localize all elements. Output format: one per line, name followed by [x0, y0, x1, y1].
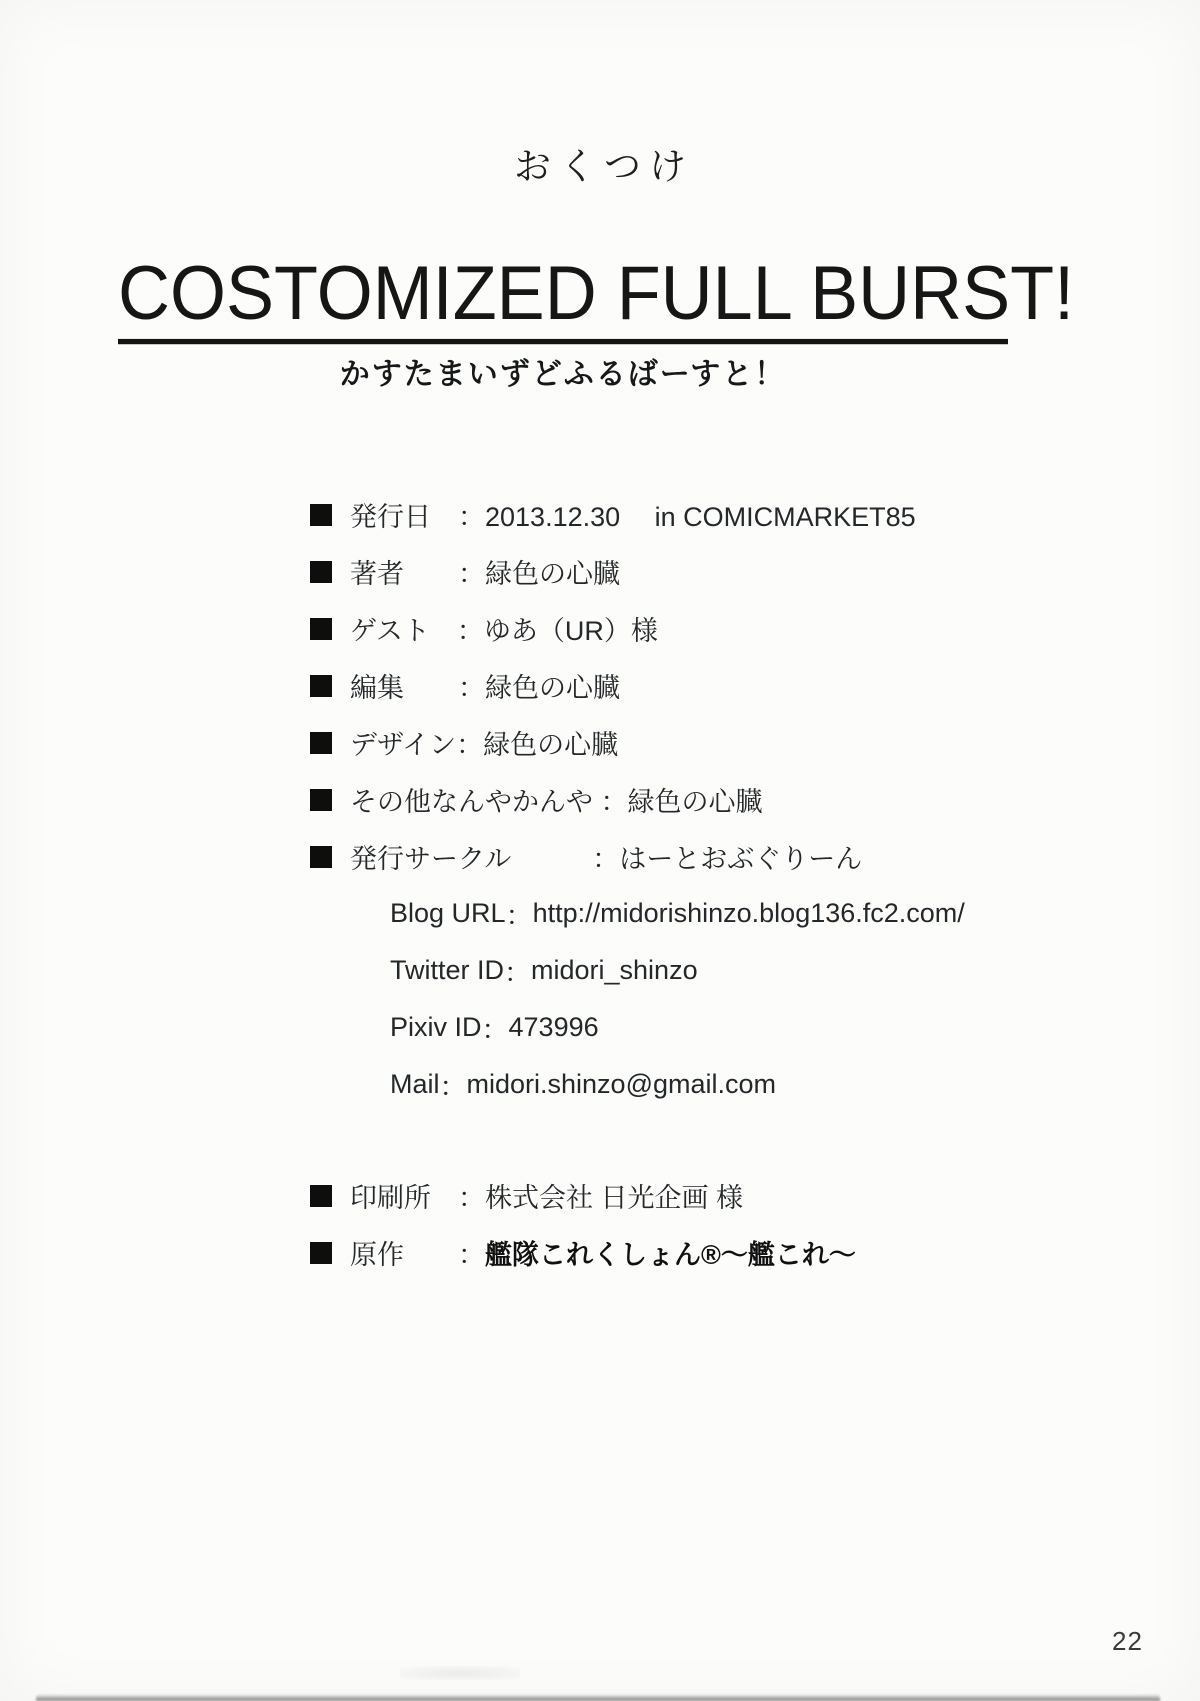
row-value: midori_shinzo [531, 955, 698, 985]
row-colon: ： [456, 616, 484, 646]
row-label: Blog URL [390, 898, 506, 928]
book-subtitle: かすたまいずどふるばーすと！ [339, 358, 787, 392]
colophon-row [310, 1224, 965, 1281]
colophon-list [310, 486, 965, 1281]
colophon-row [310, 543, 965, 600]
row-label: Mail [390, 1069, 440, 1099]
row-colon: ： [458, 559, 485, 589]
colophon-row [310, 828, 965, 885]
title-block [118, 250, 1075, 393]
colophon-contact-row [390, 942, 965, 999]
row-value: 株式会社 日光企画 様 [485, 1183, 744, 1213]
colophon-row [310, 771, 965, 828]
row-label: その他なんやかんや [350, 787, 601, 817]
row-value: はーとおぶぐりーん [619, 844, 863, 874]
square-bullet-icon [310, 846, 332, 868]
square-bullet-icon [310, 504, 332, 526]
row-value: 艦隊これくしょん®～艦これ～ [485, 1240, 856, 1270]
row-label: Pixiv ID [390, 1012, 482, 1042]
row-colon: ： [439, 1072, 467, 1102]
square-bullet-icon [310, 1185, 332, 1207]
scan-smudge [400, 1666, 520, 1680]
colophon-footer [310, 1167, 965, 1281]
row-colon: ： [600, 787, 628, 817]
row-colon: ： [504, 958, 532, 988]
row-value: 緑色の心臓 [483, 730, 619, 760]
row-value: 2013.12.30 in COMICMARKET85 [485, 502, 916, 532]
row-colon: ： [481, 1015, 509, 1045]
colophon-row [310, 486, 965, 543]
square-bullet-icon [310, 675, 332, 697]
row-value: 緑色の心臓 [485, 673, 620, 703]
page-number: 22 [1112, 1626, 1143, 1656]
square-bullet-icon [310, 561, 332, 583]
row-label: 著者 [350, 559, 458, 589]
colophon-contact-row [390, 1056, 965, 1113]
row-value: 473996 [508, 1012, 599, 1042]
row-colon: ： [458, 673, 485, 703]
colophon-contact [310, 885, 965, 1113]
book-title: COSTOMIZED FULL BURST! [118, 252, 1008, 344]
colophon-row [310, 714, 965, 771]
row-colon: ： [458, 502, 485, 532]
row-label: 発行日 [350, 502, 458, 532]
page-header: おくつけ [514, 146, 694, 187]
colophon-entries [310, 486, 965, 885]
colophon-row [310, 657, 965, 714]
row-value: 緑色の心臓 [627, 787, 763, 817]
row-value: midori.shinzo@gmail.com [466, 1069, 777, 1099]
square-bullet-icon [310, 789, 332, 811]
row-label: 印刷所 [350, 1183, 458, 1213]
colophon-contact-row [390, 885, 965, 942]
row-label: 編集 [350, 673, 458, 703]
row-label: デザイン [350, 730, 457, 760]
row-colon: ： [456, 730, 484, 760]
colophon-row [310, 600, 965, 657]
colophon-contact-row [390, 999, 965, 1056]
square-bullet-icon [310, 618, 332, 640]
row-label: Twitter ID [390, 955, 505, 985]
row-colon: ： [458, 1183, 485, 1213]
row-value: ゆあ（UR）様 [483, 616, 658, 646]
row-label: ゲスト [350, 616, 457, 646]
colophon-row [310, 1167, 965, 1224]
row-label: 発行サークル [350, 844, 593, 874]
square-bullet-icon [310, 1242, 332, 1264]
square-bullet-icon [310, 732, 332, 754]
row-colon: ： [458, 1240, 485, 1270]
scan-edge-shadow [36, 1694, 1160, 1701]
row-colon: ： [592, 844, 620, 874]
row-value: http://midorishinzo.blog136.fc2.com/ [532, 898, 965, 928]
row-value: 緑色の心臓 [485, 559, 620, 589]
row-label: 原作 [350, 1240, 458, 1270]
row-colon: ： [505, 901, 533, 931]
